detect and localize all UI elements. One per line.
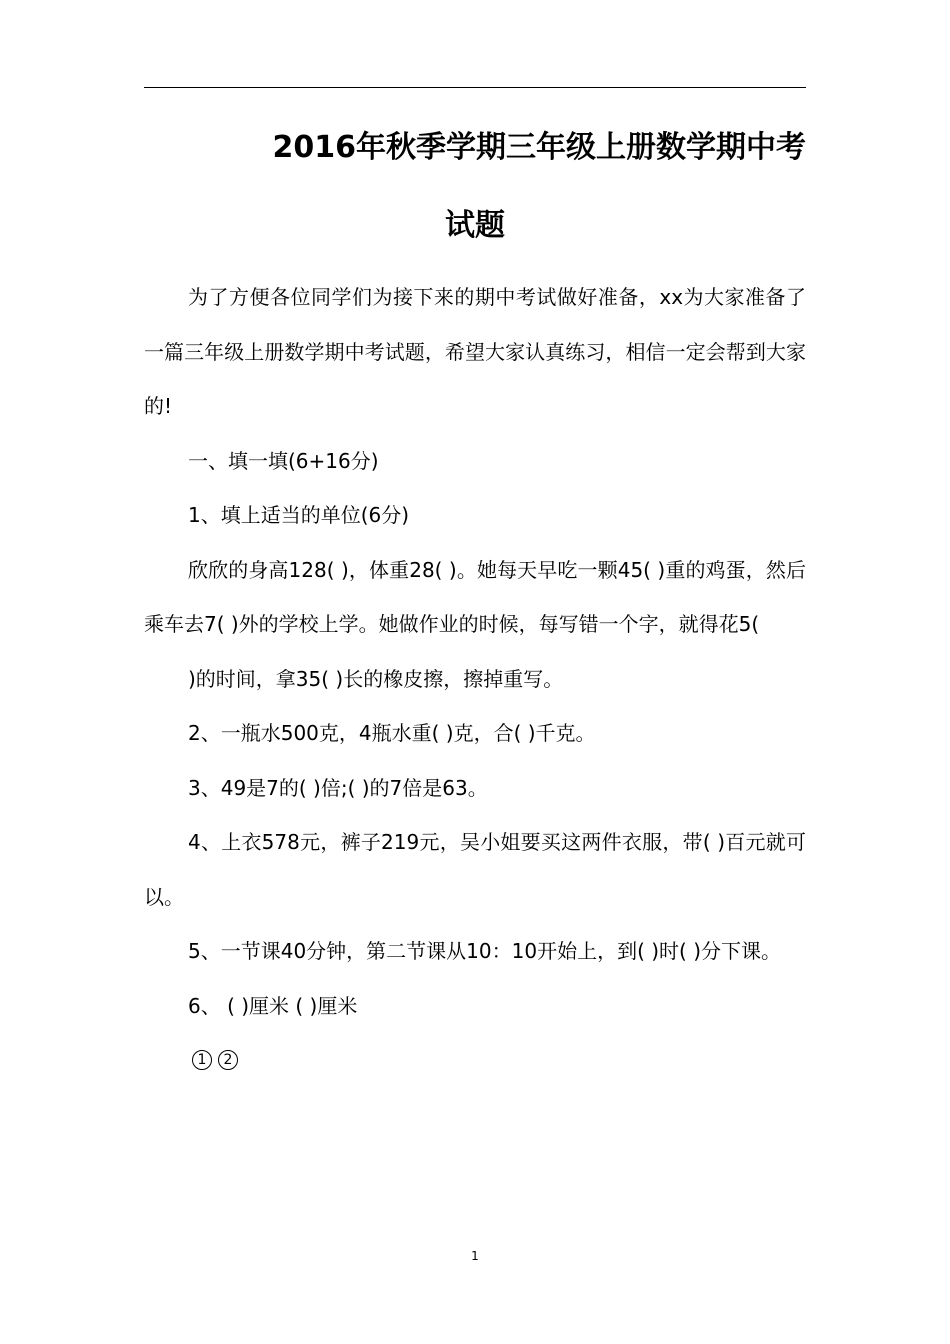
intro-paragraph: 为了方便各位同学们为接下来的期中考试做好准备，xx为大家准备了一篇三年级上册数学期中考试题，希望大家认真练习，相信一定会帮到大家的! xyxy=(144,285,806,418)
question-3: 3、49是7的( )倍;( )的7倍是63。 xyxy=(188,775,488,800)
question-6: 6、 ( )厘米 ( )厘米 xyxy=(188,993,358,1018)
document-body xyxy=(144,270,806,1088)
circled-label-1: 1 xyxy=(192,1050,212,1070)
question-5: 5、一节课40分钟，第二节课从10：10开始上，到( )时( )分下课。 xyxy=(188,939,781,963)
page-number: 1 xyxy=(471,1249,479,1263)
section-heading-fill-in: 一、填一填(6+16分) xyxy=(188,448,379,473)
figure-labels xyxy=(144,1033,806,1088)
page-title-line-2: 试题 xyxy=(445,208,505,243)
question-1-text-continued: )的时间，拿35( )长的橡皮擦，擦掉重写。 xyxy=(188,666,564,691)
circled-label-2: 2 xyxy=(218,1050,238,1070)
page-title-line-1: 2016年秋季学期三年级上册数学期中考 xyxy=(272,130,806,165)
question-2: 2、一瓶水500克，4瓶水重( )克，合( )千克。 xyxy=(188,721,596,745)
question-1-heading: 1、填上适当的单位(6分) xyxy=(188,503,410,527)
header-rule xyxy=(144,87,806,88)
question-1-text: 欣欣的身高128( )，体重28( )。她每天早吃一颗45( )重的鸡蛋，然后乘车去7( )外的学校上学。她做作业的时候，每写错一个字，就得花5( xyxy=(144,557,806,636)
question-4: 4、上衣578元，裤子219元，吴小姐要买这两件衣服，带( )百元就可以。 xyxy=(144,830,806,909)
